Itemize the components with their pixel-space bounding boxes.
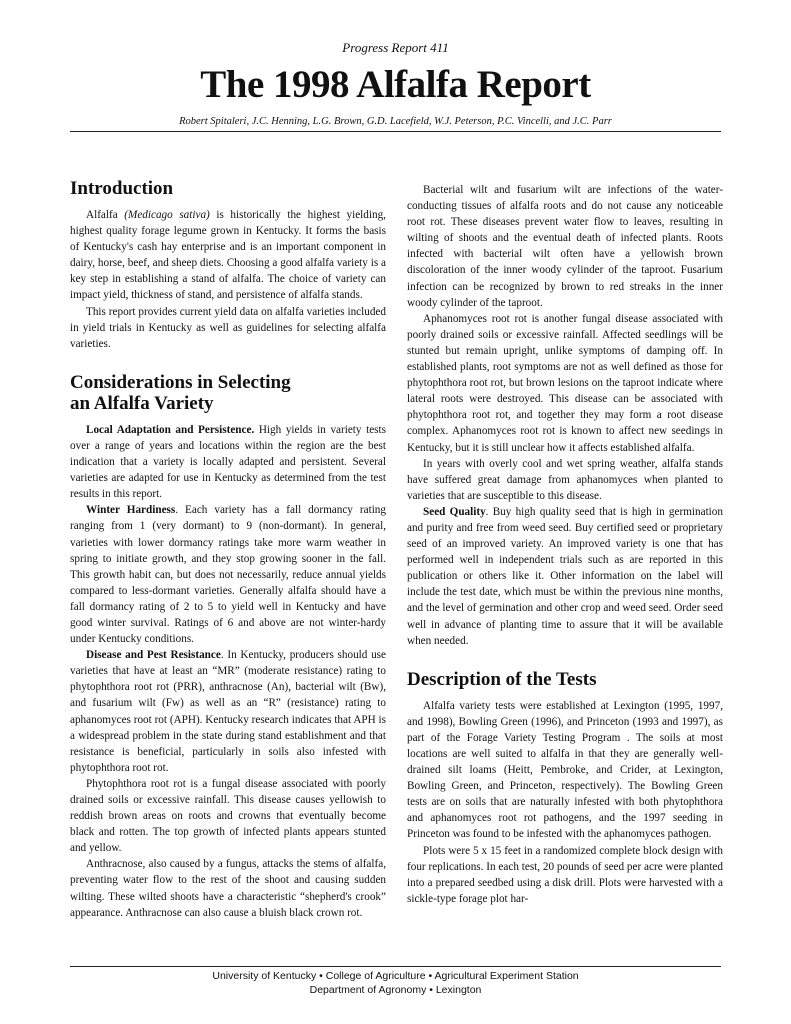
seed-lead: Seed Quality <box>423 505 486 518</box>
footer-institution: University of Kentucky • College of Agriculture • Agricultural Experiment Station <box>212 970 579 982</box>
intro-paragraph-1 <box>70 207 386 304</box>
phytophthora-paragraph: Phytophthora root rot is a fungal disease associated with poorly drained soils or excessive rainfall. This disease causes yellowish to reddish brown areas on roots and crowns that eventually become black and rotten. The top growth of infected plants appears stunted and yellow. <box>70 777 386 855</box>
tests-paragraph-1: Alfalfa variety tests were established at Lexington (1995, 1997, and 1998), Bowling Green (1996), and Princeton (1993 and 1997), as part of the Forage Variety Testing Program . The soils at most locations are well suited to alfalfa in that they are generally well-drained silt loams (Heitt, Pembroke, and Crider, at Lexington, Bowling Green, and Princeton, respectively). The Bowling Green tests are on soils that are naturally infested with both phytophthora and aphanomyces root rot pathogens, and the 1997 seeding in Princeton was found to be infested with the aphanomyces pathogen. <box>407 699 723 841</box>
species-name: (Medicago sativa) <box>124 209 210 221</box>
anthracnose-paragraph: Anthracnose, also caused by a fungus, attacks the stems of alfalfa, preventing water flow to the rest of the shoot and causing sudden wilting. These wilted shoots have a characteristic “shepherd's crook” appearance. Anthracnose can also cause a bluish black crown rot. <box>70 858 386 919</box>
intro-text-a: Alfalfa <box>86 209 125 221</box>
winter-text: . Each variety has a fall dormancy rating ranging from 1 (very dormant) to 9 (non-dormant). In general, varieties with lower dormancy ratings take more warm weather in spring to initiate growth, and they stop growing sooner in the fall. This growth habit can, but does not necessarily, reduce annual yields compared to less-dormant varieties. Generally alfalfa should have a fall dormancy rating of 2 to 5 to yield well in Kentucky and have good winter survival. Ratings of 6 and above are not winter-hardy under Kentucky conditions. <box>70 504 386 646</box>
header-divider <box>70 131 721 132</box>
winter-paragraph <box>70 502 386 647</box>
tests-heading: Description of the Tests <box>407 668 597 690</box>
intro-paragraph-2: This report provides current yield data on alfalfa varieties included in yield trials in Kentucky as well as guidelines for selecting alfalfa varieties. <box>70 305 386 350</box>
seed-text: . Buy high quality seed that is high in germination and purity and free from weed seed. Buy certified seed or proprietary seed of an improved variety. An improved variety is one that has performed well in independent trials such as are reported in this publication or others like it. Other information on the label will include the test date, which must be within the previous nine months, and the level of germination and other crop and weed seed. Order seed well in advance of planting time to assure that it will be available when needed. <box>407 505 723 647</box>
disease-paragraph <box>70 647 386 776</box>
considerations-heading-line2: an Alfalfa Variety <box>70 392 214 414</box>
author-line: Robert Spitaleri, J.C. Henning, L.G. Brown, G.D. Lacefield, W.J. Peterson, P.C. Vincelli, and J.C. Parr <box>179 116 612 127</box>
cool-wet-paragraph: In years with overly cool and wet spring weather, alfalfa stands have suffered great damage from aphanomyces when planted to varieties that are susceptible to this disease. <box>407 457 723 502</box>
intro-text-b: is historically the highest yielding, highest quality forage legume grown in Kentucky. It forms the basis of Kentucky's cash hay enterprise and is an important component in dairy, horse, beef, and sheep diets. Choosing a good alfalfa variety is a key step in establishing a stand of alfalfa. The choice of variety can impact yield, thickness of stand, and persistence of alfalfa stands. <box>70 209 386 302</box>
footer-divider <box>70 966 721 967</box>
right-column <box>407 182 723 907</box>
footer-department: Department of Agronomy • Lexington <box>309 984 482 996</box>
left-column <box>70 178 386 921</box>
report-number: Progress Report 411 <box>342 40 449 55</box>
winter-lead: Winter Hardiness <box>86 504 176 517</box>
introduction-heading: Introduction <box>70 178 174 199</box>
seed-quality-paragraph <box>407 504 723 649</box>
aphanomyces-paragraph: Aphanomyces root rot is another fungal disease associated with poorly drained soils or excessive rainfall. Affected seedlings will be stunted but remain upright, unlike symptoms of damping off. In established plants, root symptoms are not as well defined as those for phytophthora root rot, but brown lesions on the taproot indicate where lateral roots were destroyed. This disease can be associated with phytophthora root rot, and together they may form a root disease complex. Aphanomyces root rot is known to affect new seedings in Kentucky, but it is still unclear how it affects established alfalfa. <box>407 312 723 454</box>
adaptation-paragraph <box>70 422 386 502</box>
adaptation-lead: Local Adaptation and Persistence. <box>86 423 255 436</box>
considerations-heading <box>70 372 386 414</box>
adaptation-text: High yields in variety tests over a range of years and locations within the region are the best indication that a variety is locally adapted and persistent. Several varieties are adapted for use in Kentucky as determined from the test results in this report. <box>70 423 386 501</box>
page-title: The 1998 Alfalfa Report <box>200 63 591 106</box>
considerations-heading-line1: Considerations in Selecting <box>70 371 291 393</box>
disease-text: . In Kentucky, producers should use varieties that have at least an “MR” (moderate resistance) rating to phytophthora root rot (PRR), anthracnose (An), bacterial wilt (Bw), and fusarium wilt (Fw) as well as an “R” (resistance) rating to aphanomyces root rot (APH). Kentucky research indicates that APH is a widespread problem in the state during stand establishment and that resistance is beneficial, particularly in soils also infested with phytophthora root rot. <box>70 649 386 774</box>
bacterial-wilt-paragraph: Bacterial wilt and fusarium wilt are infections of the water-conducting tissues of alfalfa roots and do not cause any noticeable root rot. These diseases prevent water flow to leaves, resulting in wilting of shoots and the eventual death of infected plants. Roots infected with bacterial wilt often have a yellowish brown discoloration of the inner woody cylinder of the taproot. Fusarium infection can be recognized by brown to red streaks in the inner woody cylinder of the taproot. <box>407 184 723 309</box>
disease-lead: Disease and Pest Resistance <box>86 649 221 662</box>
tests-paragraph-2: Plots were 5 x 15 feet in a randomized complete block design with four replications. In each test, 20 pounds of seed per acre were planted into a prepared seedbed using a disk drill. Plots were harvested with a sickle-type forage plot har- <box>407 844 723 905</box>
